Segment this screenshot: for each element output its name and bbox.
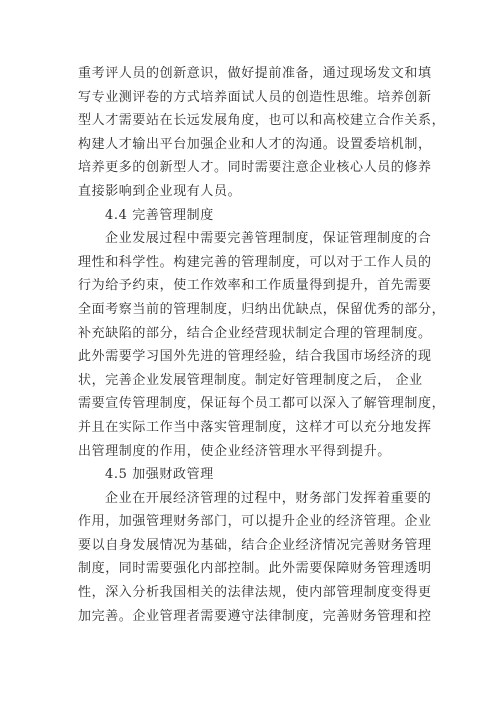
paragraph-line: 培养更多的创新型人才。同时需要注意企业核心人员的修养 <box>78 160 432 176</box>
paragraph-line: 重考评人员的创新意识，做好提前准备，通过现场发文和填 <box>78 66 432 81</box>
paragraph-line: 需要宣传管理制度，保证每个员工都可以深入了解管理制度， <box>78 396 446 412</box>
paragraph-line: 型人才需要站在长远发展角度，也可以和高校建立合作关系， <box>78 113 446 129</box>
paragraph-line: 全面考察当前的管理制度，归纳出优缺点，保留优秀的部分， <box>78 301 446 317</box>
document-body <box>78 62 446 628</box>
paragraph-line: 要以自身发展情况为基础，结合企业经济情况完善财务管理 <box>78 537 432 553</box>
paragraph-line: 构建人才输出平台加强企业和人才的沟通。设置委培机制， <box>78 136 432 152</box>
section-heading-4-5: 4.5 加强财政管理 <box>105 467 214 483</box>
paragraph-line: 企业在开展经济管理的过程中，财务部门发挥着重要的 <box>105 490 432 506</box>
paragraph-line: 写专业测评卷的方式培养面试人员的创造性思维。培养创新 <box>78 89 432 105</box>
paragraph-line: 状，完善企业发展管理制度。制定好管理制度之后， 企业 <box>78 372 423 388</box>
paragraph-line: 作用，加强管理财务部门，可以提升企业的经济管理。企业 <box>78 514 432 530</box>
paragraph-line: 性，深入分析我国相关的法律法规，使内部管理制度变得更 <box>78 585 432 601</box>
paragraph-line: 企业发展过程中需要完善管理制度，保证管理制度的合 <box>105 231 432 247</box>
paragraph-line: 此外需要学习国外先进的管理经验，结合我国市场经济的现 <box>78 349 432 365</box>
paragraph-line: 行为给予约束，使工作效率和工作质量得到提升，首先需要 <box>78 278 432 294</box>
paragraph-line: 制度，同时需要强化内部控制。此外需要保障财务管理透明 <box>78 561 432 577</box>
section-heading-4-4: 4.4 完善管理制度 <box>105 207 214 223</box>
paragraph-line: 并且在实际工作当中落实管理制度，这样才可以充分地发挥 <box>78 419 432 435</box>
paragraph-line: 加完善。企业管理者需要遵守法律制度，完善财务管理和控 <box>78 608 432 624</box>
paragraph-line: 出管理制度的作用，使企业经济管理水平得到提升。 <box>78 443 391 459</box>
paragraph-line: 直接影响到企业现有人员。 <box>78 183 242 199</box>
paragraph-line: 理性和科学性。构建完善的管理制度，可以对于工作人员的 <box>78 254 432 270</box>
paragraph-line: 补充缺陷的部分，结合企业经营现状制定合理的管理制度。 <box>78 325 432 341</box>
